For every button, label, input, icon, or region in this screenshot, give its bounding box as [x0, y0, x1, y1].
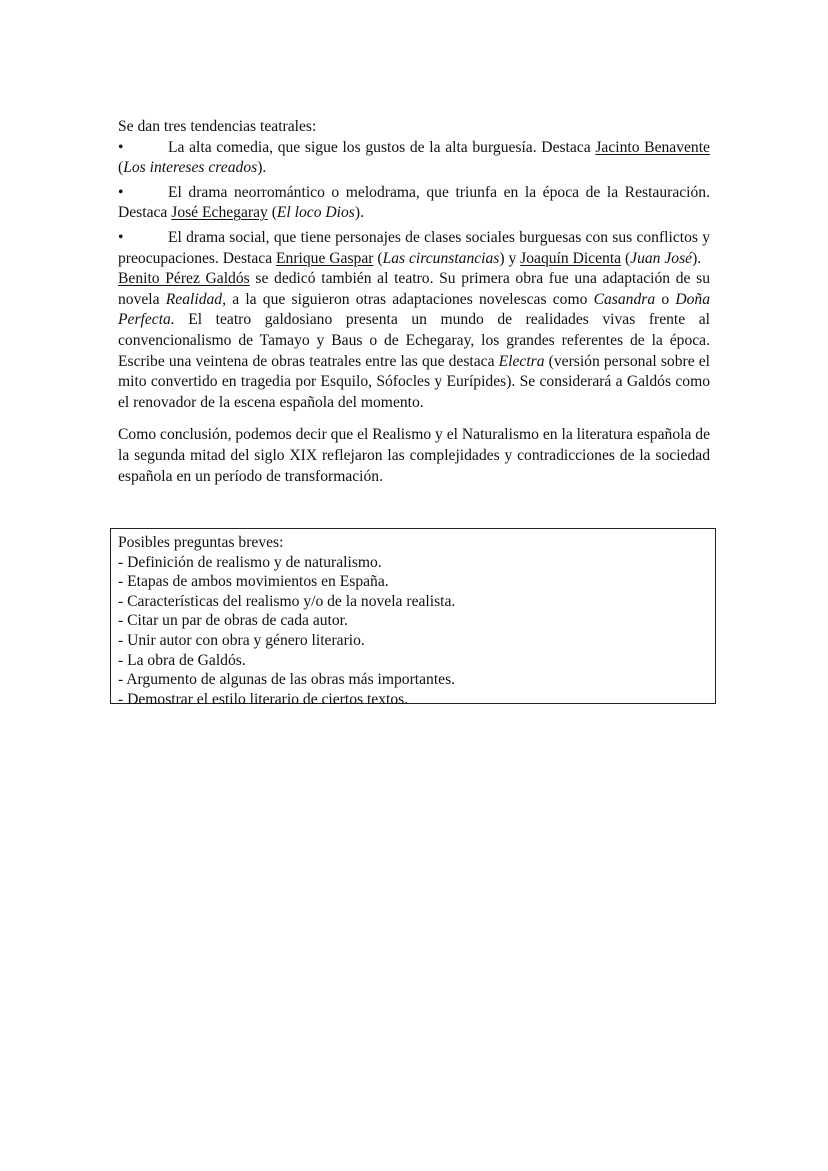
bullet-drama-neorromantico: • El drama neorromántico o melodrama, que triunfa en la época de la Restauración. Destaca José Echegaray (El loco Dios).	[118, 183, 710, 222]
list-item: - Etapas de ambos movimientos en España.	[118, 573, 389, 591]
questions-box	[110, 528, 716, 708]
galdos-paragraph: Benito Pérez Galdós se dedicó también al teatro. Su primera obra fue una adaptación de su novela Realidad, a la que siguieron otras adaptaciones novelescas como Casandra o Doña Perfecta. El teatro galdosiano presenta un mundo de realidades vivas frente al convencionalismo de Tamayo y Baus o de Echegaray, los grandes referentes de la época. Escribe una veintena de obras teatrales entre las que destaca Electra (versión personal sobre el mito convertido en tragedia por Esquilo, Sófocles y Eurípides). Se considerará a Galdós como el renovador de la escena española del momento.	[118, 270, 711, 411]
author-link: Benito Pérez Galdós	[118, 270, 250, 288]
bullet-icon: •	[118, 228, 124, 246]
bullet-alta-comedia: • La alta comedia, que sigue los gustos de la alta burguesía. Destaca Jacinto Benavente (Los intereses creados).	[118, 138, 710, 177]
list-item: - Argumento de algunas de las obras más importantes.	[118, 671, 456, 689]
bullet-icon: •	[118, 183, 124, 201]
work-title: Casandra	[593, 290, 656, 308]
list-item: - Unir autor con obra y género literario.	[118, 631, 365, 649]
author-link: José Echegaray	[171, 204, 268, 222]
work-title: Realidad,	[165, 290, 226, 308]
work-title: Electra	[498, 352, 545, 370]
intro-line: Se dan tres tendencias teatrales:	[118, 118, 317, 135]
work-title: Juan José	[630, 249, 693, 267]
conclusion-paragraph: Como conclusión, podemos decir que el Realismo y el Naturalismo en la literatura española de la segunda mitad del siglo XIX reflejaron las complejidades y contradicciones de la sociedad española en un período de transformación.	[118, 426, 710, 485]
main-text	[118, 117, 710, 487]
list-item: - Definición de realismo y de naturalismo.	[118, 553, 382, 571]
work-title: Doña Perfecta.	[118, 290, 711, 329]
list-item: - Citar un par de obras de cada autor.	[118, 612, 348, 630]
list-item: - Demostrar el estilo literario de ciertos textos.	[118, 690, 409, 708]
list-item: - La obra de Galdós.	[118, 651, 246, 669]
work-title: El loco Dios	[276, 204, 355, 222]
box-title: Posibles preguntas breves:	[118, 534, 284, 551]
bullet-drama-social: • El drama social, que tiene personajes de clases sociales burguesas con sus conflictos y preocupaciones. Destaca Enrique Gaspar (Las circunstancias) y Joaquín Dicenta (Juan José).	[118, 228, 710, 267]
bullet-icon: •	[118, 138, 124, 156]
list-item: - Características del realismo y/o de la novela realista.	[118, 592, 456, 610]
author-link: Enrique Gaspar	[276, 249, 374, 267]
work-title: Las circunstancias	[382, 249, 500, 267]
author-link: Jacinto Benavente	[595, 138, 710, 156]
author-link: Joaquín Dicenta	[520, 249, 622, 267]
work-title: Los intereses creados	[123, 159, 258, 177]
